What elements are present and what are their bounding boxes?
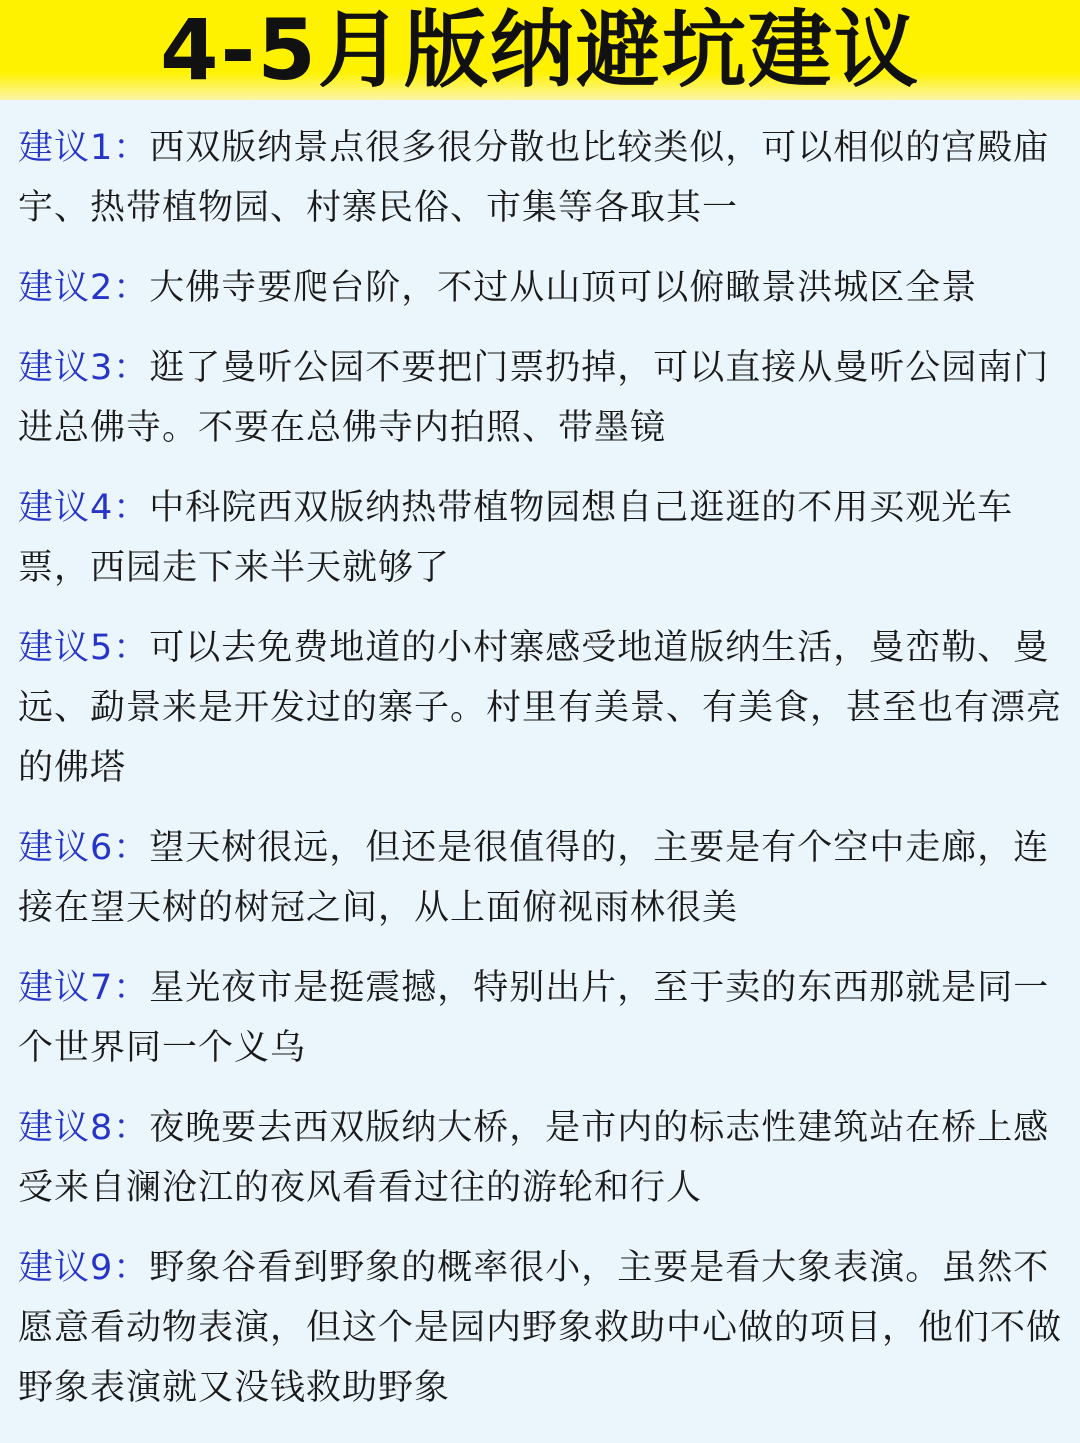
tip-item-2 [18,258,1063,318]
tip-label: 建议7： [18,968,150,1008]
tip-text: 野象谷看到野象的概率很小，主要是看大象表演。虽然不愿意看动物表演，但这个是园内野象救助中心做的项目，他们不做野象表演就又没钱救助野象 [18,1248,1063,1408]
tip-text: 望天树很远，但还是很值得的，主要是有个空中走廊，连接在望天树的树冠之间，从上面俯视雨林很美 [18,828,1050,928]
tip-item-3 [18,338,1063,458]
tip-item-8 [18,1098,1063,1218]
tip-label: 建议1： [18,128,150,168]
tip-label: 建议6： [18,828,150,868]
tip-text: 西双版纳景点很多很分散也比较类似，可以相似的宫殿庙宇、热带植物园、村寨民俗、市集等各取其一 [18,128,1050,228]
tip-item-6 [18,818,1063,938]
tip-label: 建议3： [18,348,150,388]
tip-text: 大佛寺要爬台阶，不过从山顶可以俯瞰景洪城区全景 [149,268,978,308]
tip-label: 建议2： [18,268,150,308]
tip-text: 夜晚要去西双版纳大桥，是市内的标志性建筑站在桥上感受来自澜沧江的夜风看看过往的游轮和行人 [18,1108,1050,1208]
tip-item-5 [18,618,1063,798]
tip-item-9 [18,1238,1063,1418]
tip-label: 建议5： [18,628,150,668]
tip-label: 建议9： [18,1248,150,1288]
tip-text: 中科院西双版纳热带植物园想自己逛逛的不用买观光车票，西园走下来半天就够了 [18,488,1014,588]
tip-label: 建议8： [18,1108,150,1148]
tip-label: 建议4： [18,488,150,528]
page-title: 4-5月版纳避坑建议 [160,1,920,99]
tip-item-7 [18,958,1063,1078]
tip-item-1 [18,118,1063,238]
tip-text: 可以去免费地道的小村寨感受地道版纳生活，曼峦勒、曼远、勐景来是开发过的寨子。村里有美景、有美食，甚至也有漂亮的佛塔 [18,628,1063,788]
tips-list [18,118,1063,1438]
tip-item-4 [18,478,1063,598]
tip-text: 星光夜市是挺震撼，特别出片，至于卖的东西那就是同一个世界同一个义乌 [18,968,1050,1068]
tip-text: 逛了曼听公园不要把门票扔掉，可以直接从曼听公园南门进总佛寺。不要在总佛寺内拍照、带墨镜 [18,348,1050,448]
